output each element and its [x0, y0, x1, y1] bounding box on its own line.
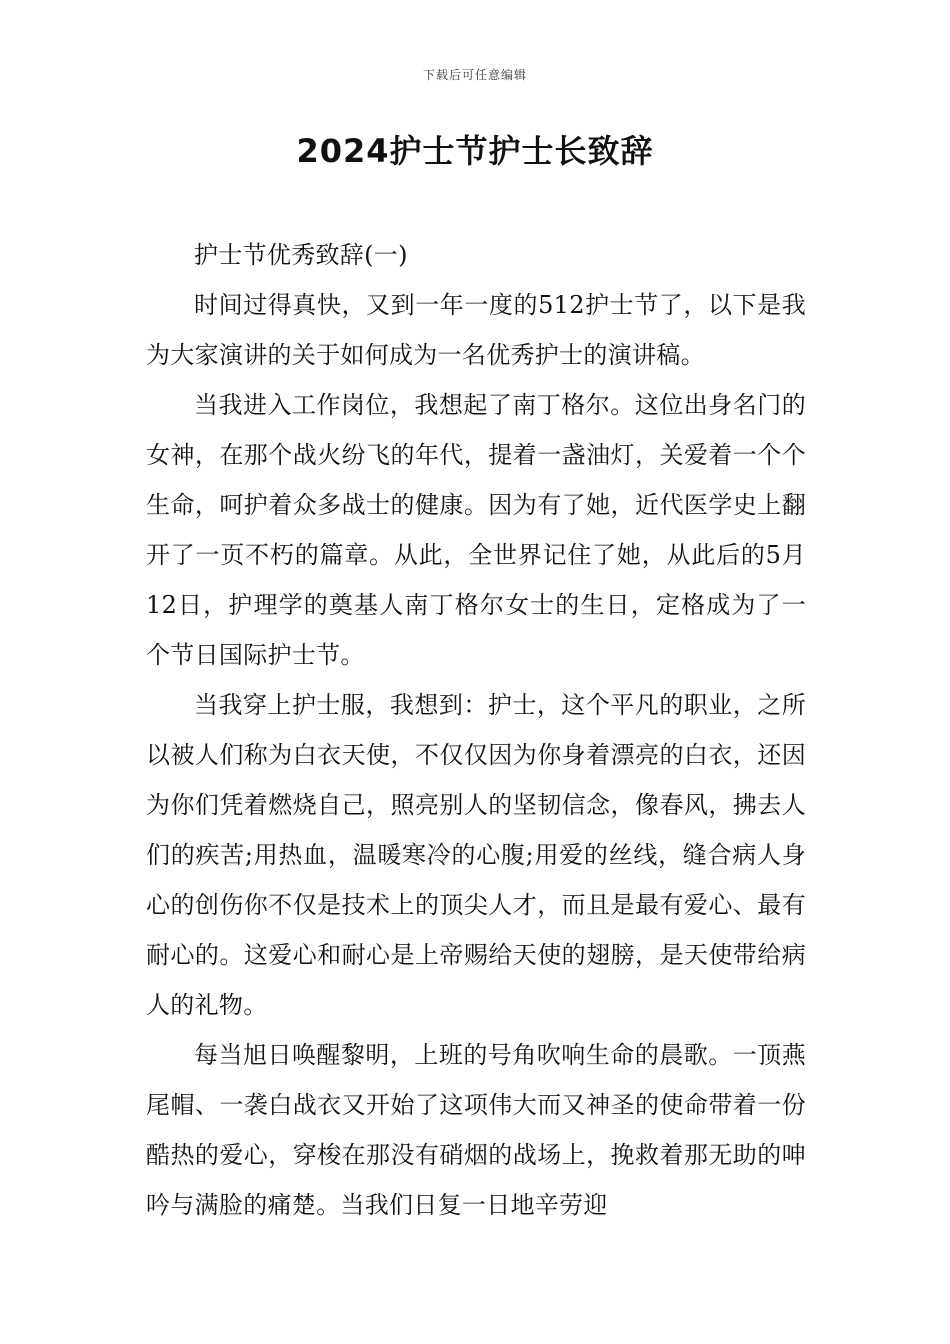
paragraph: 当我进入工作岗位，我想起了南丁格尔。这位出身名门的女神，在那个战火纷飞的年代，提着一盏油灯，关爱着一个个生命，呵护着众多战士的健康。因为有了她，近代医学史上翻开了一页不朽的篇章。从此，全世界记住了她，从此后的5月12日，护理学的奠基人南丁格尔女士的生日，定格成为了一个节日国际护士节。 — [146, 391, 806, 669]
paragraph-subtitle: 护士节优秀致辞(一) — [194, 241, 408, 269]
paragraph: 时间过得真快，又到一年一度的512护士节了，以下是我为大家演讲的关于如何成为一名优秀护士的演讲稿。 — [146, 291, 806, 369]
paragraph: 当我穿上护士服，我想到：护士，这个平凡的职业，之所以被人们称为白衣天使，不仅仅因为你身着漂亮的白衣，还因为你们凭着燃烧自己，照亮别人的坚韧信念，像春风，拂去人们的疾苦;用热血，温暖寒冷的心腹;用爱的丝线，缝合病人身心的创伤你不仅是技术上的顶尖人才，而且是最有爱心、最有耐心的。这爱心和耐心是上帝赐给天使的翅膀，是天使带给病人的礼物。 — [146, 691, 806, 1019]
document-body — [146, 230, 806, 1230]
header-note: 下载后可任意编辑 — [422, 68, 527, 82]
paragraph: 每当旭日唤醒黎明，上班的号角吹响生命的晨歌。一顶燕尾帽、一袭白战衣又开始了这项伟大而又神圣的使命带着一份酷热的爱心，穿梭在那没有硝烟的战场上，挽救着那无助的呻吟与满脸的痛楚。当我们日复一日地辛劳迎 — [146, 1041, 806, 1219]
document-title: 2024护士节护士长致辞 — [296, 132, 654, 170]
